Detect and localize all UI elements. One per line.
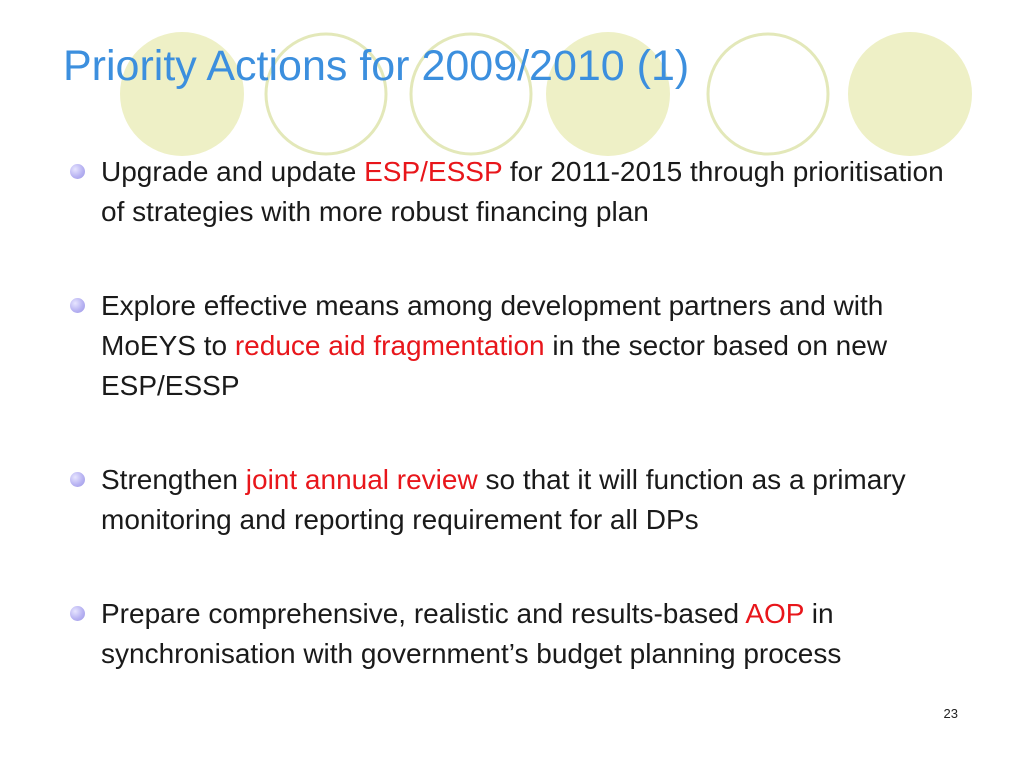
bullet-text: Prepare comprehensive, realistic and results-based xyxy=(101,598,746,629)
decorative-circle-outline xyxy=(708,34,828,154)
bullet-text: Upgrade and update xyxy=(101,156,365,187)
slide-title: Priority Actions for 2009/2010 (1) xyxy=(63,42,690,90)
bullet-text: in the sector based on new ESP/ESSP xyxy=(101,330,888,401)
decorative-circle-filled xyxy=(848,32,972,156)
bullet-text: in synchronisation with government’s budget planning process xyxy=(101,598,842,669)
bullet-text: Explore effective means among development partners and with MoEYS to xyxy=(101,290,884,361)
bullet-item xyxy=(70,594,970,674)
bullet-text: for 2011-2015 through prioritisation of strategies with more robust financing plan xyxy=(101,156,944,227)
bullet-text: so that it will function as a primary monitoring and reporting requirement for all DPs xyxy=(101,464,906,535)
bullet-highlight: joint annual review xyxy=(245,464,478,495)
page-number: 23 xyxy=(943,706,958,721)
bullet-point-icon xyxy=(70,164,85,179)
bullet-point-icon xyxy=(70,606,85,621)
bullet-text: Strengthen xyxy=(101,464,246,495)
bullet-item xyxy=(70,286,970,406)
bullet-list xyxy=(70,152,970,674)
bullet-point-icon xyxy=(70,472,85,487)
bullet-item xyxy=(70,152,970,232)
bullet-highlight: ESP/ESSP xyxy=(364,156,503,187)
bullet-highlight: AOP xyxy=(745,598,804,629)
bullet-point-icon xyxy=(70,298,85,313)
bullet-highlight: reduce aid fragmentation xyxy=(234,330,545,361)
bullet-item xyxy=(70,460,970,540)
